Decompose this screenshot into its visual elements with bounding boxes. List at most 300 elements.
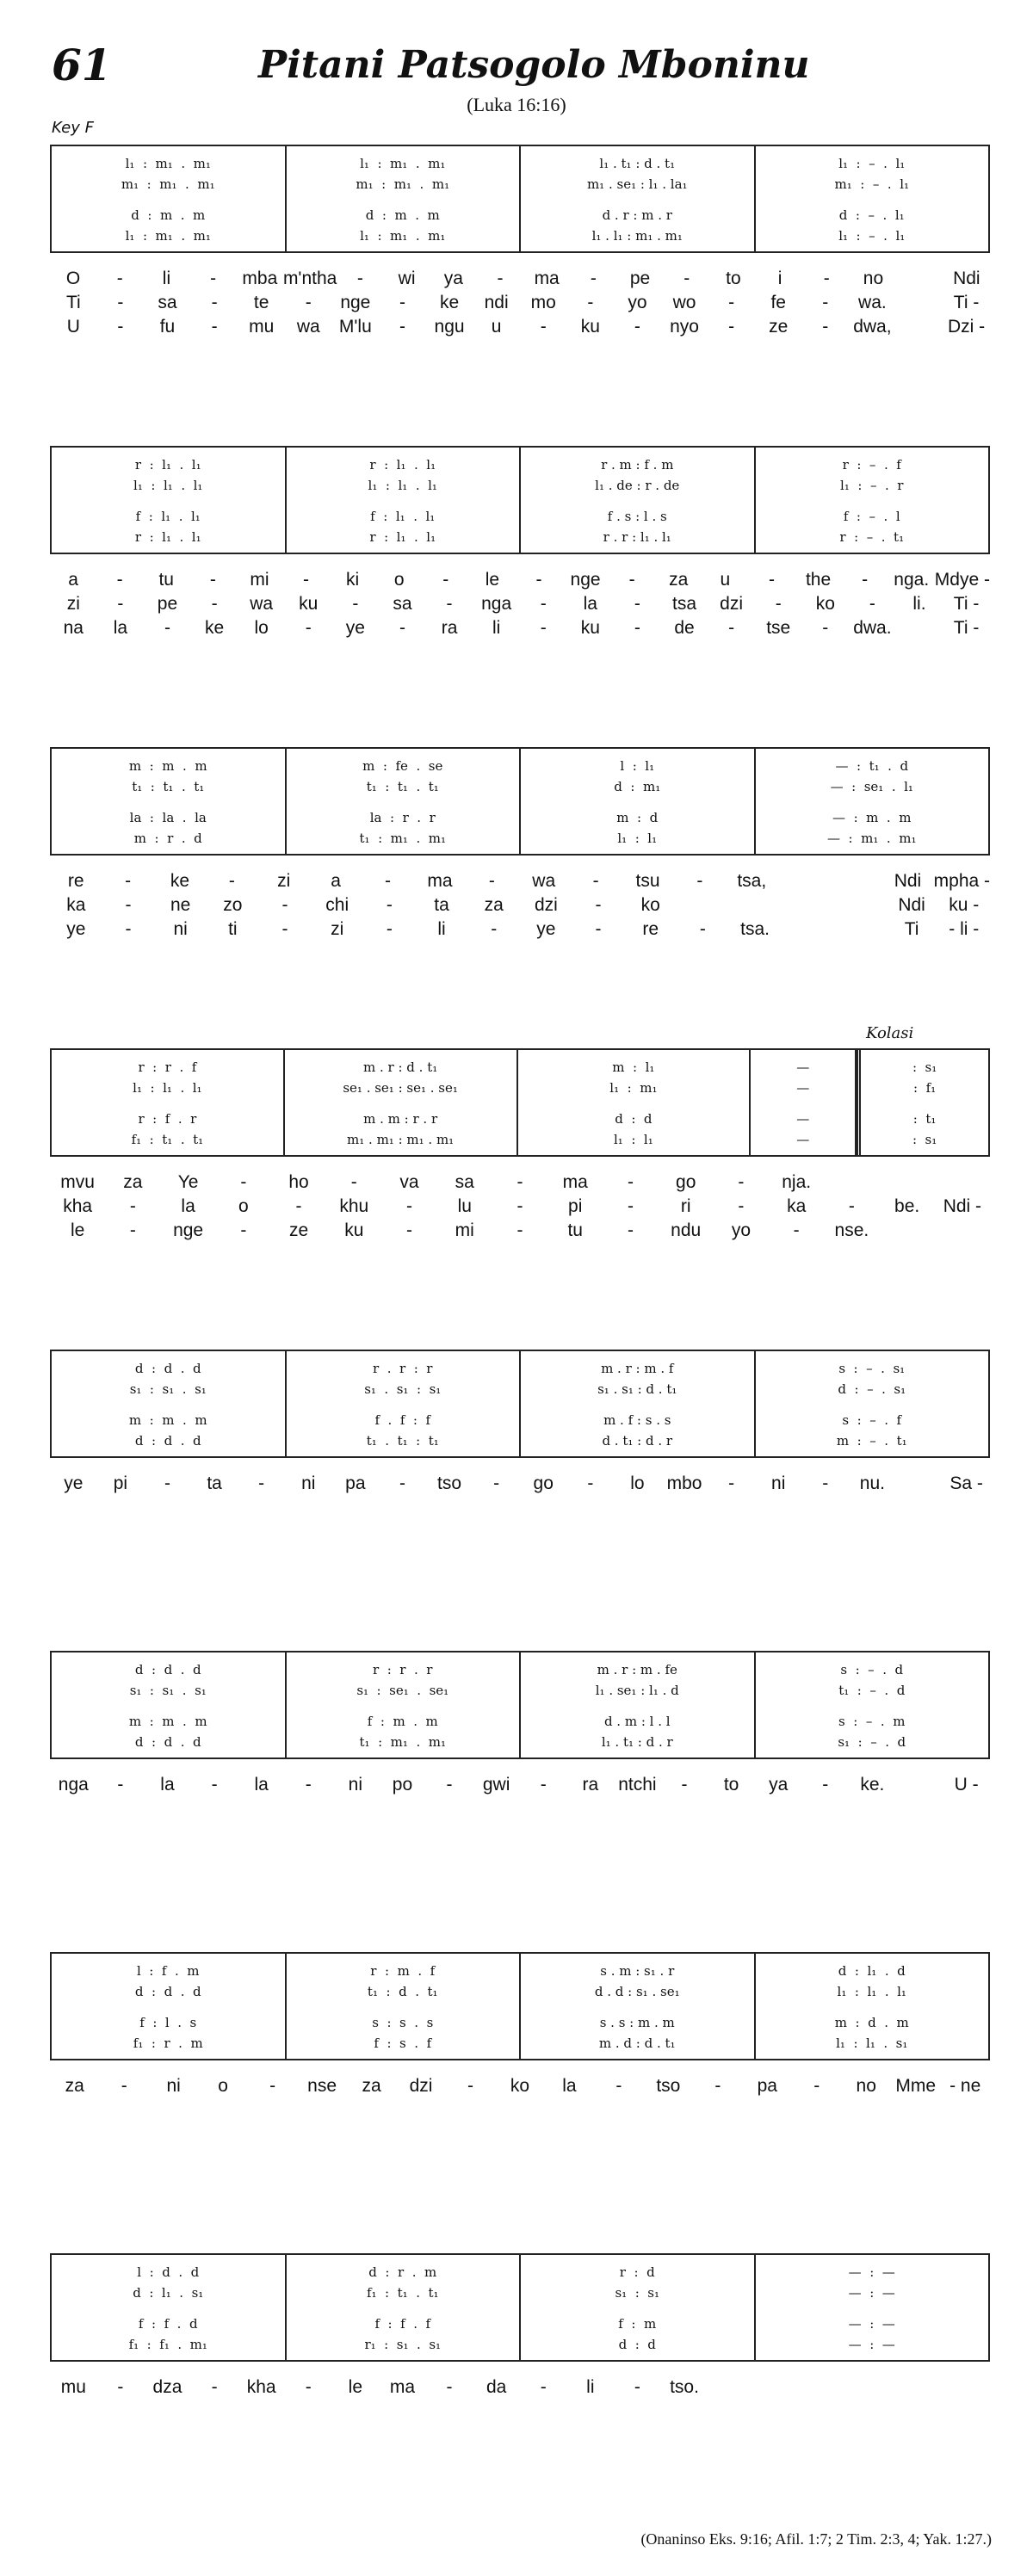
lyric-syllable: -: [540, 618, 547, 638]
voice-part: [518, 1057, 750, 1078]
lyric-syllable: -: [305, 293, 312, 312]
lyric-syllable: [781, 893, 833, 917]
lyric-syllable: Ti -: [953, 618, 980, 638]
lyric-syllable: [849, 2375, 896, 2400]
lyric-syllable: tsa: [672, 594, 697, 614]
lyric-syllable: tso.: [670, 2377, 699, 2397]
lyric-syllable: -: [540, 2377, 547, 2397]
voice-part: [518, 1129, 750, 1150]
lyric-syllable: to: [723, 1775, 739, 1795]
lyric-syllable: la: [181, 1196, 195, 1216]
lyric-syllable: ke: [204, 618, 225, 638]
lyric-syllable: [896, 2375, 943, 2400]
voice-part: [287, 2262, 520, 2283]
lyric-syllable: -: [406, 1196, 413, 1216]
measure: [521, 448, 756, 553]
solfa-notes: — : se₁ . l₁: [830, 779, 913, 794]
music-system: [50, 747, 990, 942]
solfa-notes: r : – . t₁: [839, 529, 905, 545]
solfa-notes: d : d . d: [134, 1984, 201, 1999]
voice-part: [52, 454, 285, 475]
lyric-syllable: -: [738, 1196, 745, 1216]
lyric-syllable: sa: [393, 594, 412, 614]
lyric-syllable: ma: [562, 1172, 588, 1192]
voice-part: [861, 1129, 988, 1150]
solfa-notes: la : r . r: [369, 810, 436, 825]
lyric-syllable: tsu: [635, 871, 660, 891]
lyric-syllable: -: [540, 317, 547, 337]
lyric-syllable: -: [121, 2076, 127, 2096]
lyric-syllable: -: [516, 1196, 523, 1216]
solfa-notes: f₁ : r . m: [133, 2035, 203, 2051]
solfa-notes: r : f . r: [138, 1111, 197, 1127]
measure: [287, 448, 522, 553]
lyric-syllable: ndu: [671, 1220, 702, 1240]
lyric-syllable: nge: [340, 293, 371, 312]
lyric-syllable: nyo: [670, 317, 699, 337]
lyric-syllable: mpha -: [933, 871, 990, 891]
lyric-syllable: -: [399, 317, 405, 337]
voice-part: [521, 153, 754, 174]
voice-part: [52, 1961, 285, 1981]
lyric-syllable: -: [696, 871, 703, 891]
lyric-line: [50, 315, 990, 339]
lyric-syllable: gwi: [482, 1775, 510, 1795]
lyric-syllable: li: [162, 269, 171, 288]
lyric-syllable: ku: [580, 618, 600, 638]
measure: [52, 1351, 287, 1456]
voice-part: [287, 2313, 520, 2334]
lyric-syllable: ke.: [860, 1775, 885, 1795]
lyric-syllable: yo: [731, 1220, 752, 1240]
lyric-syllable: ngu: [434, 317, 465, 337]
lyric-syllable: -: [211, 317, 218, 337]
music-system: [50, 145, 990, 339]
lyric-syllable: -: [540, 594, 547, 614]
solfa-notes: — : —: [848, 2285, 895, 2301]
lyric-line: [50, 1171, 990, 1195]
measure: [521, 1954, 756, 2059]
solfa-notes: d : m₁: [614, 779, 661, 794]
lyric-syllable: li: [437, 919, 446, 939]
voice-part: [756, 174, 989, 195]
lyric-syllable: -: [269, 2076, 276, 2096]
lyric-syllable: ma: [427, 871, 453, 891]
lyric-syllable: -: [699, 919, 706, 939]
solfa-notes: t₁ : t₁ . t₁: [366, 779, 439, 794]
solfa-notes: r : l₁ . l₁: [134, 457, 201, 473]
solfa-notes: r : l₁ . l₁: [369, 457, 436, 473]
solfa-notes: s₁ : s₁ . s₁: [129, 1683, 207, 1698]
lyric-line: [50, 893, 990, 917]
solfa-notes: l : f . m: [136, 1963, 200, 1979]
lyric-syllable: ze: [288, 1220, 309, 1240]
solfa-notes: l₁ : m₁ . m₁: [125, 156, 211, 171]
solfa-notes: s : – . m: [838, 1714, 906, 1729]
lyric-syllable: -: [488, 871, 495, 891]
voice-part: [521, 454, 754, 475]
lyric-syllable: -: [627, 1196, 634, 1216]
lyric-syllable: [896, 1472, 943, 1496]
measure: [756, 1954, 989, 2059]
solfa-notes: l₁ : l₁: [617, 831, 658, 846]
voice-part: [52, 506, 285, 527]
voice-part: [52, 828, 285, 849]
lyric-syllable: sa: [455, 1172, 474, 1192]
solfa-notes: l : l₁: [620, 758, 655, 774]
solfa-notes: — : —: [848, 2264, 895, 2280]
lyric-syllable: -: [775, 594, 782, 614]
voice-part: [287, 174, 520, 195]
lyric-syllable: tse: [766, 618, 791, 638]
lyric-syllable: -: [491, 919, 498, 939]
solfa-notes: —: [796, 1111, 810, 1127]
voice-part: [287, 2283, 520, 2303]
lyric-syllable: ka: [66, 895, 86, 915]
lyric-syllable: mi: [250, 570, 269, 590]
voice-part: [521, 475, 754, 496]
lyric-syllable: da: [486, 2377, 507, 2397]
lyric-syllable: [943, 2375, 990, 2400]
solfa-notes: d : d . d: [134, 1433, 201, 1449]
voice-part: [756, 1711, 989, 1732]
solfa-notes: f : – . l: [843, 509, 900, 524]
solfa-notes: t₁ : – . d: [838, 1683, 906, 1698]
voice-part: [756, 828, 989, 849]
solfa-notes: f : l₁ . l₁: [370, 509, 436, 524]
voice-part: [52, 2033, 285, 2054]
lyric-syllable: [935, 1219, 990, 1243]
lyric-syllable: U: [66, 317, 80, 337]
lyric-syllable: ye: [345, 618, 365, 638]
voice-part: [52, 1430, 285, 1451]
solfa-notes: — : t₁ . d: [835, 758, 909, 774]
voice-part: [756, 1358, 989, 1379]
voice-part: [52, 2283, 285, 2303]
voice-part: [52, 1680, 285, 1701]
lyric-syllable: -: [442, 570, 449, 590]
voice-part: [52, 475, 285, 496]
solfa-notes: m . r : d . t₁: [363, 1059, 438, 1075]
lyric-syllable: Ti -: [953, 594, 980, 614]
voice-part: [756, 506, 989, 527]
voice-part: [521, 1732, 754, 1752]
lyric-syllable: tu: [567, 1220, 583, 1240]
lyric-syllable: la: [562, 2076, 577, 2096]
voice-part: [287, 1379, 520, 1399]
voice-part: [756, 2283, 989, 2303]
lyric-syllable: [824, 1171, 879, 1195]
solfa-notes: t₁ . t₁ : t₁: [366, 1433, 439, 1449]
lyric-line: [50, 616, 990, 640]
lyric-syllable: za: [362, 2076, 381, 2096]
lyric-syllable: [896, 1773, 943, 1797]
solfa-notes: f : m: [618, 2316, 657, 2332]
solfa-staff: [50, 1350, 990, 1458]
measure: [285, 1050, 518, 1155]
lyric-syllable: -: [399, 1473, 405, 1493]
solfa-notes: d : d: [615, 1111, 653, 1127]
lyric-syllable: chi: [325, 895, 349, 915]
solfa-notes: — : —: [848, 2316, 895, 2332]
voice-part: [756, 1410, 989, 1430]
music-system: [50, 446, 990, 640]
lyric-syllable: -: [386, 895, 393, 915]
lyric-syllable: nga.: [894, 570, 930, 590]
solfa-notes: s₁ : se₁ . se₁: [356, 1683, 449, 1698]
lyric-syllable: -: [211, 293, 218, 312]
lyric-syllable: -: [258, 1473, 265, 1493]
voice-part: [52, 1358, 285, 1379]
lyrics-block: [50, 2074, 990, 2098]
lyric-syllable: ko: [815, 594, 835, 614]
solfa-notes: r : d: [619, 2264, 655, 2280]
lyric-syllable: Ti -: [953, 293, 980, 312]
voice-part: [287, 205, 520, 225]
voice-part: [518, 1078, 750, 1098]
voice-part: [521, 1961, 754, 1981]
lyric-line: [50, 917, 990, 942]
lyric-syllable: nse.: [834, 1220, 869, 1240]
lyric-syllable: -: [813, 2076, 820, 2096]
lyric-syllable: no: [863, 269, 884, 288]
solfa-notes: m₁ . m₁ : m₁ . m₁: [347, 1132, 455, 1147]
voice-part: [521, 527, 754, 547]
solfa-notes: s₁ : s₁: [615, 2285, 660, 2301]
voice-part: [52, 174, 285, 195]
solfa-notes: d . d : s₁ . se₁: [594, 1984, 680, 1999]
music-system: [50, 1048, 990, 1243]
solfa-notes: m . r : m . fe: [597, 1662, 677, 1677]
lyric-syllable: -: [385, 871, 392, 891]
measure: [756, 749, 989, 854]
lyric-syllable: -: [627, 1172, 634, 1192]
lyric-syllable: dwa,: [853, 317, 892, 337]
voice-part: [287, 807, 520, 828]
measure: [52, 749, 287, 854]
lyric-syllable: lo: [630, 1473, 645, 1493]
lyric-syllable: nja.: [782, 1172, 812, 1192]
voice-part: [52, 1129, 283, 1150]
solfa-notes: r : – . f: [842, 457, 901, 473]
lyric-syllable: tso: [656, 2076, 681, 2096]
lyric-syllable: na: [63, 618, 84, 638]
lyric-syllable: -: [406, 1220, 413, 1240]
lyric-syllable: nse: [307, 2076, 337, 2096]
measure: [52, 1050, 285, 1155]
scripture-reference: (Luka 16:16): [467, 94, 566, 115]
voice-part: [521, 1981, 754, 2002]
lyric-syllable: -: [822, 317, 829, 337]
voice-part: [287, 1659, 520, 1680]
measure: [521, 2255, 756, 2360]
lyric-syllable: sa: [158, 293, 177, 312]
lyric-line: [50, 2375, 990, 2400]
solfa-staff: [50, 1651, 990, 1759]
solfa-notes: d : d . d: [134, 1734, 201, 1750]
lyric-syllable: dzi: [409, 2076, 433, 2096]
lyric-syllable: Ti: [904, 919, 919, 939]
lyrics-block: [50, 568, 990, 640]
lyric-syllable: pe: [157, 594, 178, 614]
voice-part: [52, 1057, 283, 1078]
lyric-syllable: ndi: [484, 293, 509, 312]
lyric-syllable: mu: [60, 2377, 86, 2397]
voice-part: [287, 2334, 520, 2355]
voice-part: [756, 1981, 989, 2002]
voice-part: [521, 1410, 754, 1430]
lyric-syllable: -: [634, 594, 640, 614]
voice-part: [521, 1379, 754, 1399]
voice-part: [756, 1430, 989, 1451]
lyric-syllable: zo: [223, 895, 243, 915]
lyric-syllable: dza: [152, 2377, 182, 2397]
lyric-syllable: nga: [58, 1775, 89, 1795]
lyric-syllable: -: [129, 1220, 136, 1240]
voice-part: [287, 1732, 520, 1752]
lyric-syllable: lu: [457, 1196, 472, 1216]
lyric-syllable: le: [485, 570, 500, 590]
lyric-line: [50, 2074, 990, 2098]
solfa-notes: l₁ : l₁ . l₁: [837, 1984, 906, 1999]
voice-part: [287, 1711, 520, 1732]
voice-part: [287, 527, 520, 547]
solfa-notes: m₁ : m₁ . m₁: [121, 176, 215, 192]
lyric-syllable: -: [681, 1775, 688, 1795]
solfa-notes: s . s : m . m: [599, 2015, 675, 2030]
lyric-syllable: [896, 616, 943, 640]
solfa-notes: d : – . l₁: [838, 207, 905, 223]
solfa-notes: : t₁: [912, 1111, 937, 1127]
voice-part: [285, 1129, 516, 1150]
lyric-syllable: -: [281, 919, 288, 939]
lyric-syllable: ku: [580, 317, 600, 337]
solfa-notes: m : l₁: [612, 1059, 655, 1075]
voice-part: [756, 1680, 989, 1701]
lyric-syllable: nge: [173, 1220, 204, 1240]
solfa-staff: [50, 145, 990, 253]
solfa-notes: l₁ : – . r: [840, 478, 904, 493]
solfa-notes: m : m . m: [128, 1412, 207, 1428]
voice-part: [52, 1659, 285, 1680]
voice-part: [756, 153, 989, 174]
lyric-syllable: la: [113, 618, 128, 638]
solfa-notes: d : r . m: [368, 2264, 437, 2280]
lyric-syllable: ku: [344, 1220, 364, 1240]
voice-part: [521, 776, 754, 797]
solfa-notes: f : f . f: [374, 2316, 431, 2332]
solfa-notes: d : d . d: [134, 1662, 201, 1677]
solfa-notes: r : r . f: [138, 1059, 197, 1075]
measure: [287, 2255, 522, 2360]
voice-part: [287, 454, 520, 475]
lyric-syllable: tsa.: [740, 919, 770, 939]
voice-part: [285, 1057, 516, 1078]
voice-part: [52, 1981, 285, 2002]
measure: [756, 1351, 989, 1456]
lyric-syllable: khu: [339, 1196, 369, 1216]
voice-part: [52, 1732, 285, 1752]
measure: [756, 2255, 989, 2360]
solfa-notes: d : m . m: [131, 207, 206, 223]
solfa-notes: d . t₁ : d . r: [602, 1433, 673, 1449]
lyric-syllable: O: [65, 269, 81, 288]
lyric-syllable: ma: [389, 2377, 416, 2397]
solfa-notes: m : m . m: [128, 758, 207, 774]
solfa-notes: r : l₁ . l₁: [134, 529, 201, 545]
lyric-syllable: Mdye -: [934, 570, 990, 590]
voice-part: [52, 2012, 285, 2033]
solfa-notes: t₁ : m₁ . m₁: [359, 1734, 446, 1750]
measure: [287, 1351, 522, 1456]
lyric-syllable: -: [592, 871, 599, 891]
lyric-syllable: mu: [249, 317, 275, 337]
lyric-syllable: -: [467, 2076, 473, 2096]
lyric-syllable: ni: [301, 1473, 316, 1493]
measure: [521, 1351, 756, 1456]
lyric-syllable: -: [446, 594, 453, 614]
lyric-syllable: -: [356, 269, 363, 288]
lyric-line: [50, 1195, 990, 1219]
lyric-syllable: mbo: [666, 1473, 702, 1493]
lyric-syllable: -: [516, 1172, 523, 1192]
solfa-notes: r : r . r: [373, 1662, 433, 1677]
lyric-syllable: -: [399, 618, 405, 638]
voice-part: [287, 1680, 520, 1701]
lyric-syllable: -: [303, 570, 310, 590]
solfa-staff: [50, 1952, 990, 2060]
lyric-syllable: -: [211, 2377, 218, 2397]
voice-part: [521, 506, 754, 527]
lyric-syllable: ni: [166, 2076, 181, 2096]
voice-part: [756, 2012, 989, 2033]
solfa-notes: m : r . d: [133, 831, 202, 846]
lyric-syllable: -: [210, 269, 217, 288]
lyric-syllable: -: [822, 618, 829, 638]
lyrics-block: [50, 1472, 990, 1496]
lyric-syllable: [781, 917, 833, 942]
lyric-syllable: -: [822, 1473, 829, 1493]
voice-part: [287, 2012, 520, 2033]
solfa-staff: [50, 2253, 990, 2362]
measure: [287, 1954, 522, 2059]
lyric-syllable: Ndi: [953, 269, 980, 288]
lyric-syllable: [677, 893, 729, 917]
voice-part: [52, 527, 285, 547]
lyric-syllable: wo: [672, 293, 696, 312]
lyrics-block: [50, 267, 990, 339]
lyric-syllable: to: [726, 269, 741, 288]
voice-part: [521, 756, 754, 776]
lyric-syllable: ya: [769, 1775, 789, 1795]
lyric-syllable: li: [492, 618, 501, 638]
voice-part: [52, 1078, 283, 1098]
voice-part: [52, 756, 285, 776]
solfa-notes: f : l₁ . l₁: [135, 509, 201, 524]
lyrics-block: [50, 1171, 990, 1243]
lyric-syllable: ki: [346, 570, 360, 590]
lyric-syllable: ra: [582, 1775, 599, 1795]
lyric-line: [50, 1773, 990, 1797]
lyric-syllable: mi: [455, 1220, 474, 1240]
solfa-notes: m : m . m: [128, 1714, 207, 1729]
lyric-syllable: -: [125, 895, 132, 915]
measure: [756, 448, 989, 553]
solfa-notes: r . r : r: [373, 1361, 433, 1376]
lyric-syllable: pa: [757, 2076, 777, 2096]
lyric-syllable: zi: [331, 919, 344, 939]
solfa-notes: l₁ . se₁ : l₁ . d: [595, 1683, 679, 1698]
